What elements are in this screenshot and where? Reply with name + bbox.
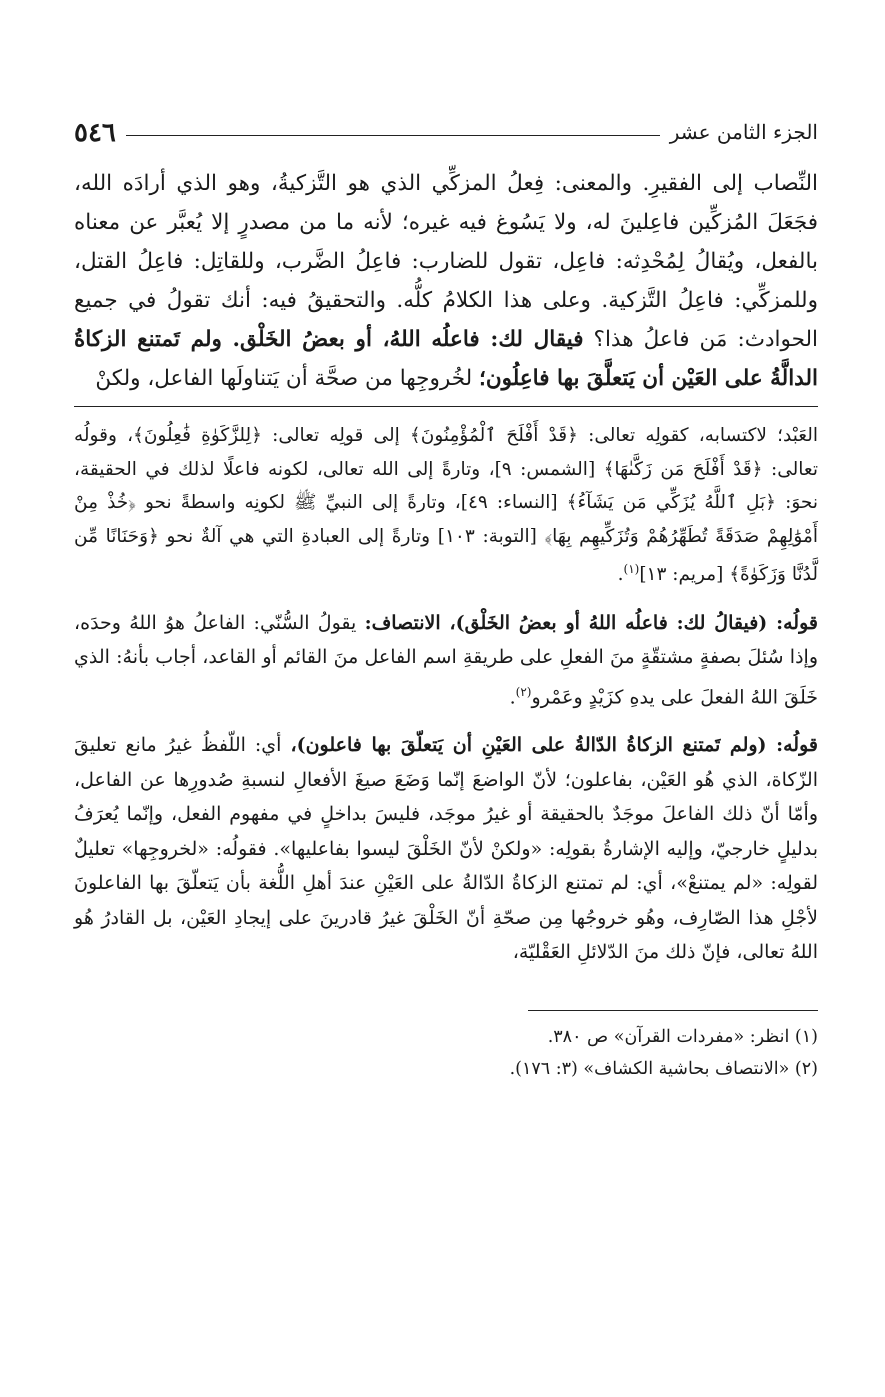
running-title: الجزء الثامن عشر xyxy=(669,120,818,144)
page-header xyxy=(74,100,818,150)
commentary-tail: . xyxy=(509,685,516,708)
main-text-part: النِّصاب إلى الفقيرِ. والمعنى: فِعلُ المزكِّي الذي هو التَّزكيةُ، وهو الذي أرادَه الله، فجَعَلَ المُزكِّين فاعِلينَ له، ولا يَسُوغ فيه غيره؛ لأنه ما من مصدرٍ إلا يُعبَّر عن معناه بالفعل، ويُقالُ لِمُحْدِثه: فاعِل، تقول للضارب: فاعِلُ الضَّرب، وللقاتِل: فاعِلُ القتل، وللمزكِّي: فاعِلُ التَّزكية. وعلى هذا الكلامُ كلُّه. والتحقيقُ فيه: أنك تقولُ في جميع الحوادث: مَن فاعلُ هذا؟ xyxy=(74,171,819,352)
footnote: (٢) «الانتصاف بحاشية الكشاف» (٣: ١٧٦). xyxy=(509,1058,818,1079)
commentary-paragraph xyxy=(74,606,818,715)
commentary-lead: قولُه: (ولم تَمتنع الزكاةُ الدّالةُ على العَيْنِ أن يَتعلّقَ بها فاعلون)، xyxy=(290,734,818,757)
footnote-separator xyxy=(528,1010,818,1011)
footnote-ref: (١) xyxy=(623,562,640,576)
main-text xyxy=(74,164,818,398)
text-divider xyxy=(74,406,818,407)
header-rule xyxy=(126,135,660,136)
footnote: (١) انظر: «مفردات القرآن» ص ٣٨٠. xyxy=(547,1026,818,1047)
book-page xyxy=(74,100,818,1370)
page-number: ٥٤٦ xyxy=(74,118,116,148)
margin-note: العَبْد؛ لاكتسابه، كقولِه تعالى: ﴿قَدْ أَفْلَحَ ٱلْمُؤْمِنُونَ﴾ إلى قولِه تعالى: ﴿لِلزَّكَوٰةِ فَٰعِلُونَ﴾، وقولُه تعالى: ﴿قَدْ أَفْلَحَ مَن زَكَّىٰهَا﴾ [الشمس: ٩]، وتارةً إلى الله تعالى، لكونه فاعلًا لذلك في الحقيقة، نحوَ: ﴿بَلِ ٱللَّهُ يُزَكِّي مَن يَشَآءُ﴾ [النساء: ٤٩]، وتارةً إلى النبيِّ ﷺ لكونِه واسطةً نحو ﴿خُذْ مِنْ أَمْوَٰلِهِمْ صَدَقَةً تُطَهِّرُهُمْ وَتُزَكِّيهِم بِهَا﴾ [التوبة: ١٠٣] وتارةً إلى العبادةِ التي هي آلةٌ نحو ﴿وَحَنَانًا مِّن لَّدُنَّا وَزَكَوٰةً﴾ [مريم: ١٣]$^{(١)}$. xyxy=(74,425,819,586)
main-text-part: لخُروجِها من صحَّة أن يَتناولَها الفاعل، ولكنْ xyxy=(95,366,473,391)
commentary-paragraph xyxy=(74,728,818,970)
footnote-ref: (٢) xyxy=(515,684,532,699)
commentary-lead: قولُه: (فيقالُ لك: فاعلُه اللهُ أو بعضُ الخَلْق)، الانتصاف: xyxy=(364,611,818,634)
commentary-text: يقولُ السُّنّي: الفاعلُ هوُ اللهُ وحدَه، وإذا سُئلَ بصفةٍ مشتقّةٍ منَ الفعلِ على طريقةِ اسم الفاعل منَ القائم أو القاعد، أجاب بأنهُ: الذي خَلَقَ اللهُ الفعلَ على يدهِ كزَيْدٍ وعَمْرو xyxy=(74,611,818,708)
margin-note-text: العَبْد؛ لاكتسابه، كقولِه تعالى: ﴿قَدْ أَفْلَحَ ٱلْمُؤْمِنُونَ﴾ إلى قولِه تعالى: ﴿لِلزَّكَوٰةِ فَٰعِلُونَ﴾، وقولُه تعالى: ﴿قَدْ أَفْلَحَ مَن زَكَّىٰهَا﴾ [الشمس: ٩]، وتارةً إلى الله تعالى، لكونه فاعلًا لذلك في الحقيقة، نحوَ: ﴿بَلِ ٱللَّهُ يُزَكِّي مَن يَشَآءُ﴾ [النساء: ٤٩]، وتارةً إلى النبيِّ ﷺ لكونِه واسطةً نحو ﴿خُذْ مِنْ أَمْوَٰلِهِمْ صَدَقَةً تُطَهِّرُهُمْ وَتُزَكِّيهِم بِهَا﴾ [التوبة: ١٠٣] وتارةً إلى العبادةِ التي هي آلةٌ نحو ﴿وَحَنَانًا مِّن لَّدُنَّا وَزَكَوٰةً﴾ [مريم: ١٣] xyxy=(74,425,819,586)
main-text-bold: فيقال لك: فاعلُه اللهُ، أو بعضُ الخَلْق. ولم تَمتنع الزكاةُ الدالَّةُ على العَيْن أن يَتعلَّقَ بها فاعِلُون؛ xyxy=(74,327,818,391)
commentary-text: أي: اللّفظُ غيرُ مانع تعليقَ الزّكاة، الذي هُو العَيْن، بفاعلون؛ لأنّ الواضعَ إنّما وَضَعَ صيغَ الأفعالِ لنسبةِ صُدورِها عن الفاعل، وأمّا أنّ ذلك الفاعلَ موجَدٌ بالحقيقة أو غيرُ موجَد، فليسَ بداخلٍ في مفهوم الفعل، وإنّما يُعرَفُ بدليلٍ خارجيّ، وإليه الإشارةُ بقولِه: «ولكنْ لأنّ الخَلْقَ ليسوا بفاعليها». فقولُه: «لخروجِها» تعليلٌ لقولِه: «لم يمتنعْ»، أي: لم تمتنع الزكاةُ الدّالةُ على العَيْنِ عندَ أهلِ اللُّغة بأن يَتعلّقَ بها الفاعلونَ لأجْلِ هذا الصّارِف، وهُو خروجُها مِن صحّةِ أنّ الخَلْقَ غيرُ قادرينَ على إيجادِ العَيْن، بل القادرُ هُو اللهُ تعالى، فإنّ ذلك منَ الدّلائلِ العَقْليّة، xyxy=(74,734,818,964)
